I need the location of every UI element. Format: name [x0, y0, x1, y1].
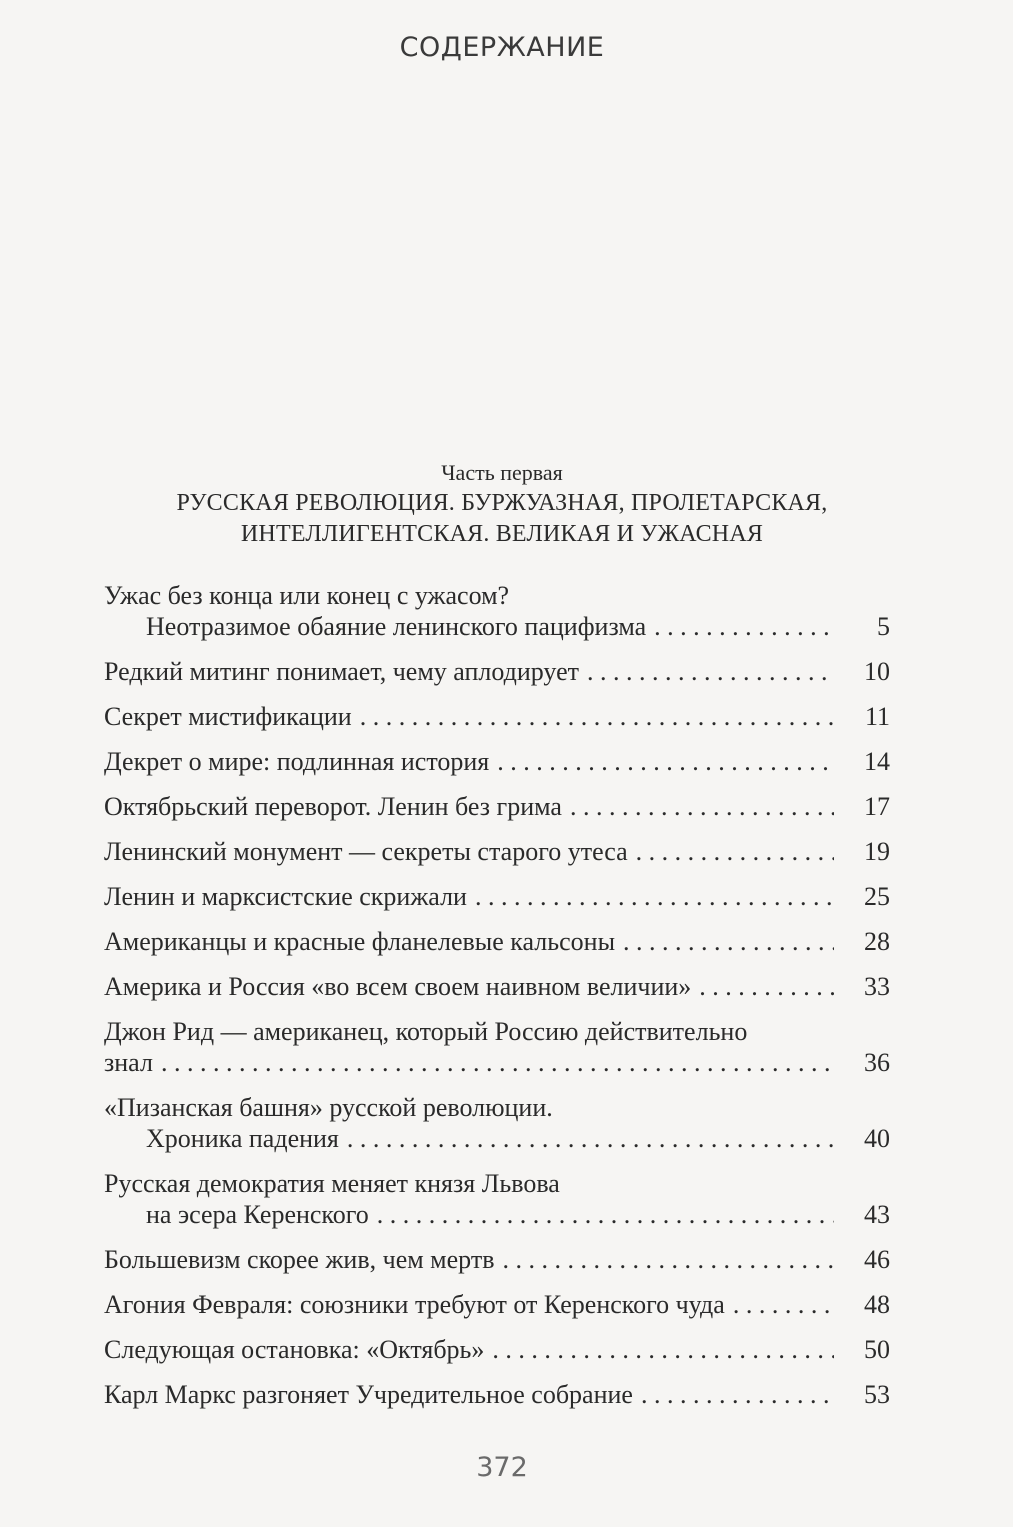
toc-page-number: 11 [864, 702, 890, 731]
dot-leader [623, 926, 834, 957]
toc-entry[interactable] [104, 1334, 890, 1365]
toc-entry-title-line: Джон Рид — американец, который Россию действительно [104, 1017, 748, 1046]
toc-page-number: 10 [864, 657, 890, 686]
dot-leader [587, 656, 834, 687]
dot-leader [347, 1123, 834, 1154]
toc-entry[interactable] [104, 926, 890, 957]
toc-page-number: 53 [864, 1380, 890, 1409]
toc-entry[interactable] [104, 1379, 890, 1410]
toc-page-number: 36 [864, 1048, 890, 1077]
toc-entry[interactable] [104, 971, 890, 1002]
toc-entry[interactable] [104, 1016, 890, 1078]
toc-entry[interactable] [104, 701, 890, 732]
dot-leader [654, 611, 834, 642]
part-heading [0, 458, 1004, 550]
dot-leader [570, 791, 834, 822]
page-number: 372 [476, 1452, 528, 1483]
dot-leader [641, 1379, 834, 1410]
toc-page-number: 14 [864, 747, 890, 776]
toc-page-number: 50 [864, 1335, 890, 1364]
toc-entry-title-line: знал [104, 1048, 153, 1077]
toc-page-number: 33 [864, 972, 890, 1001]
toc-entry-title-line: Ужас без конца или конец с ужасом? [104, 581, 510, 610]
toc-page-number: 46 [864, 1245, 890, 1274]
dot-leader [497, 746, 834, 777]
dot-leader [699, 971, 834, 1002]
dot-leader [502, 1244, 834, 1275]
toc-entry[interactable] [104, 1092, 890, 1154]
dot-leader [161, 1047, 834, 1078]
toc-entry-title-line: Американцы и красные фланелевые кальсоны [104, 927, 616, 956]
toc-entry[interactable] [104, 1168, 890, 1230]
toc-entry-title-line: Следующая остановка: «Октябрь» [104, 1335, 485, 1364]
toc-page-number: 17 [864, 792, 890, 821]
toc-entry[interactable] [104, 836, 890, 867]
toc-entry-title-line: Агония Февраля: союзники требуют от Керенского чуда [104, 1290, 725, 1319]
toc-page-number: 19 [864, 837, 890, 866]
toc-entry-title-line: на эсера Керенского [146, 1200, 369, 1229]
page-title: СОДЕРЖАНИЕ [399, 32, 605, 63]
toc-page-number: 5 [877, 612, 890, 641]
toc-entry-title-line: Большевизм скорее жив, чем мертв [104, 1245, 495, 1274]
dot-leader [636, 836, 834, 867]
toc-entry-title-line: Ленинский монумент — секреты старого утеса [104, 837, 628, 866]
toc-page-number: 28 [864, 927, 890, 956]
toc-entry[interactable] [104, 1244, 890, 1275]
dot-leader [492, 1334, 834, 1365]
toc-page-number: 25 [864, 882, 890, 911]
toc-entry-title-line: Неотразимое обаяние ленинского пацифизма [146, 612, 647, 641]
toc-entry-title-line: Америка и Россия «во всем своем наивном величии» [104, 972, 692, 1001]
toc-entry-title-line: Карл Маркс разгоняет Учредительное собрание [104, 1380, 633, 1409]
toc-page-number: 40 [864, 1124, 890, 1153]
part-label: Часть первая [441, 460, 563, 485]
toc-entry-title-line: Секрет мистификации [104, 702, 352, 731]
toc-entry[interactable] [104, 791, 890, 822]
dot-leader [360, 701, 834, 732]
part-title-line-1: РУССКАЯ РЕВОЛЮЦИЯ. БУРЖУАЗНАЯ, ПРОЛЕТАРСКАЯ, [176, 490, 828, 516]
toc-entry[interactable] [104, 881, 890, 912]
part-title-line-2: ИНТЕЛЛИГЕНТСКАЯ. ВЕЛИКАЯ И УЖАСНАЯ [240, 521, 764, 547]
toc-page-number: 48 [864, 1290, 890, 1319]
table-of-contents [104, 580, 890, 1424]
toc-entry-title-line: «Пизанская башня» русской революции. [104, 1093, 553, 1122]
dot-leader [475, 881, 834, 912]
toc-entry-title-line: Ленин и марксистские скрижали [104, 882, 467, 911]
dot-leader [377, 1199, 834, 1230]
dot-leader [733, 1289, 834, 1320]
toc-entry-title-line: Русская демократия меняет князя Львова [104, 1169, 560, 1198]
toc-entry-title-line: Редкий митинг понимает, чему аплодирует [104, 657, 579, 686]
toc-entry-title-line: Хроника падения [146, 1124, 339, 1153]
toc-page-number: 43 [864, 1200, 890, 1229]
toc-entry-title-line: Декрет о мире: подлинная история [104, 747, 490, 776]
toc-entry[interactable] [104, 746, 890, 777]
toc-entry[interactable] [104, 656, 890, 687]
toc-entry[interactable] [104, 1289, 890, 1320]
toc-entry[interactable] [104, 580, 890, 642]
toc-entry-title-line: Октябрьский переворот. Ленин без грима [104, 792, 562, 821]
